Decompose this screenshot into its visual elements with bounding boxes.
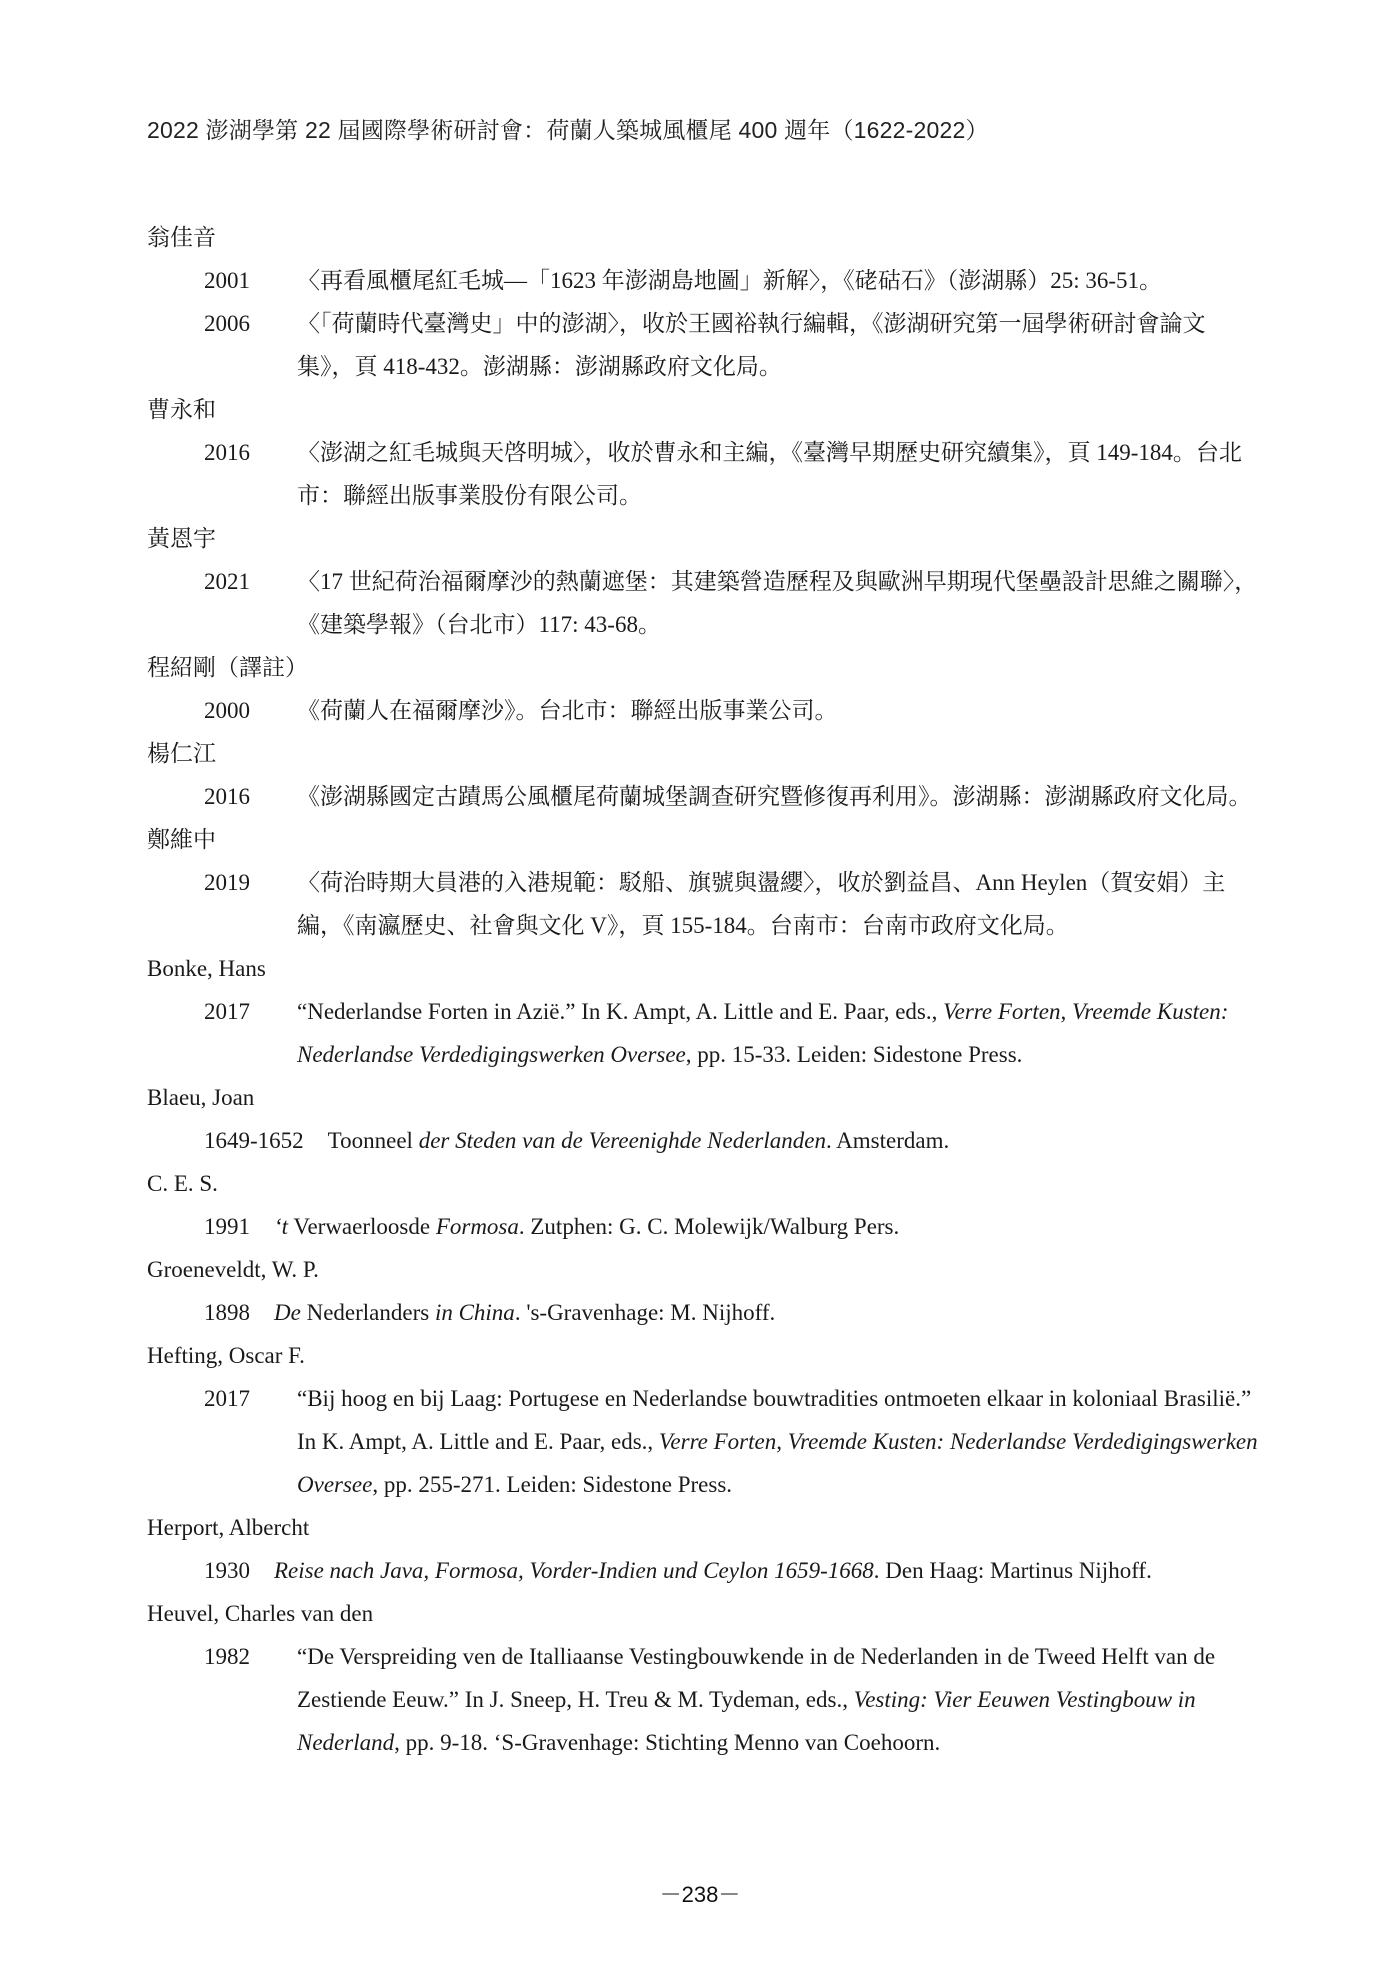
reference-title-italic: in China [434,1300,515,1325]
reference-author: Hefting, Oscar F. [147,1343,305,1368]
reference-text: Nederlanders [300,1300,435,1325]
reference-text: 〈17 世紀荷治福爾摩沙的熱蘭遮堡：其建築營造歷程及與歐洲早期現代堡壘設計思維之關聯〉，《建築學報》（台北市）117: 43-68。 [297,569,1258,637]
reference-author: Blaeu, Joan [147,1085,255,1110]
reference-year: 2016 [204,440,250,465]
reference-text: , pp. 9-18. ‘S-Gravenhage: Stichting Menno van Coehoorn. [394,1730,941,1755]
reference-text: 《荷蘭人在福爾摩沙》。台北市：聯經出版事業公司。 [297,698,838,723]
reference-year: 2000 [204,698,250,723]
reference-title-italic: De [274,1300,301,1325]
reference-text: . 's-Gravenhage: M. Nijhoff. [514,1300,776,1325]
reference-author: 楊仁江 [147,741,216,766]
reference-text: , pp. 15-33. Leiden: Sidestone Press. [685,1042,1023,1067]
reference-text: 〈澎湖之紅毛城與天啓明城〉，收於曹永和主編，《臺灣早期歷史研究續集》，頁 149-184。台北市：聯經出版事業股份有限公司。 [297,440,1242,508]
running-header: 2022 澎湖學第 22 屆國際學術研討會：荷蘭人築城風櫃尾 400 週年（1622-2022） [147,117,989,143]
reference-year: 1982 [204,1644,250,1669]
reference-author: 鄭維中 [147,827,216,852]
reference-year: 1649-1652 [204,1128,304,1153]
reference-entry [147,689,1262,732]
reference-text: . Den Haag: Martinus Nijhoff. [873,1558,1152,1583]
reference-text: 〈「荷蘭時代臺灣史」中的澎湖〉，收於王國裕執行編輯，《澎湖研究第一屆學術研討會論文集》，頁 418-432。澎湖縣：澎湖縣政府文化局。 [297,311,1206,379]
reference-text: “De Verspreiding ven de Italliaanse Vestingbouwkende in de Nederlanden in de Tweed Helft van de Zestiende Eeuw.” In J. Sneep, H. Treu & M. Tydeman, eds., [297,1644,1216,1712]
reference-list [147,216,1262,1764]
reference-text: . Amsterdam. [825,1128,950,1153]
reference-entry [147,990,1262,1076]
reference-author: 翁佳音 [147,225,216,250]
reference-author: Bonke, Hans [147,956,266,981]
reference-title-italic: der Steden van de Vereenighde Nederlanden [418,1128,826,1153]
reference-entry [147,1205,1262,1248]
reference-entry [147,302,1262,388]
reference-text: 〈再看風櫃尾紅毛城—「1623 年澎湖島地圖」新解〉，《硓𥑮石》（澎湖縣）25: 36-51。 [297,268,1163,293]
reference-title-italic: Formosa [435,1214,519,1239]
reference-year: 2006 [204,311,250,336]
reference-author: Groeneveldt, W. P. [147,1257,319,1282]
reference-title-italic: Vesting: Vier Eeuwen Vestingbouw in Nederland [297,1687,1196,1755]
reference-year: 2021 [204,569,250,594]
reference-text: Verwaerloosde [288,1214,436,1239]
reference-entry [147,1377,1262,1506]
reference-entry [147,861,1262,947]
page-number: －238－ [659,1882,741,1907]
reference-text: 《澎湖縣國定古蹟馬公風櫃尾荷蘭城堡調查研究暨修復再利用》。澎湖縣：澎湖縣政府文化局。 [297,784,1252,809]
reference-year: 2019 [204,870,250,895]
reference-title-italic: Verre Forten, Vreemde Kusten: Nederlandse Verdedigingswerken Oversee [297,1429,1258,1497]
reference-author: C. E. S. [147,1171,218,1196]
reference-year: 2017 [204,1386,250,1411]
reference-text: “Nederlandse Forten in Azië.” In K. Ampt, A. Little and E. Paar, eds., [297,999,944,1024]
reference-author: 程紹剛（譯註） [147,655,308,680]
reference-entry [147,259,1262,302]
reference-text: Toonneel [327,1128,419,1153]
reference-author: 曹永和 [147,397,216,422]
reference-text: “Bij hoog en bij Laag: Portugese en Nederlandse bouwtradities ontmoeten elkaar in koloniaal Brasilië.” In K. Ampt, A. Little and E. Paar, eds., [297,1386,1252,1454]
reference-entry [147,1291,1262,1334]
reference-year: 2001 [204,268,250,293]
reference-author: Herport, Albercht [147,1515,310,1540]
reference-year: 1898 [204,1300,250,1325]
reference-entry [147,1635,1262,1764]
reference-text: . Zutphen: G. C. Molewijk/Walburg Pers. [518,1214,900,1239]
reference-text: 〈荷治時期大員港的入港規範：駁船、旗號與盪纓〉，收於劉益昌、Ann Heylen（賀安娟）主編，《南瀛歷史、社會與文化 V》，頁 155-184。台南市：台南市政府文化局。 [297,870,1226,938]
reference-year: 2016 [204,784,250,809]
reference-title-italic: Reise nach Java, Formosa, Vorder-Indien und Ceylon 1659-1668 [274,1558,874,1583]
reference-text: , pp. 255-271. Leiden: Sidestone Press. [372,1472,733,1497]
reference-entry [147,775,1262,818]
reference-entry [147,1549,1262,1592]
reference-year: 1991 [204,1214,250,1239]
reference-year: 2017 [204,999,250,1024]
reference-author: 黃恩宇 [147,526,216,551]
reference-entry [147,431,1262,517]
reference-entry [147,560,1262,646]
reference-title-italic: ‘t [274,1214,289,1239]
reference-author: Heuvel, Charles van den [147,1601,374,1626]
reference-entry [147,1119,1262,1162]
reference-year: 1930 [204,1558,250,1583]
reference-title-italic: Verre Forten, Vreemde Kusten: Nederlandse Verdedigingswerken Oversee [297,999,1229,1067]
